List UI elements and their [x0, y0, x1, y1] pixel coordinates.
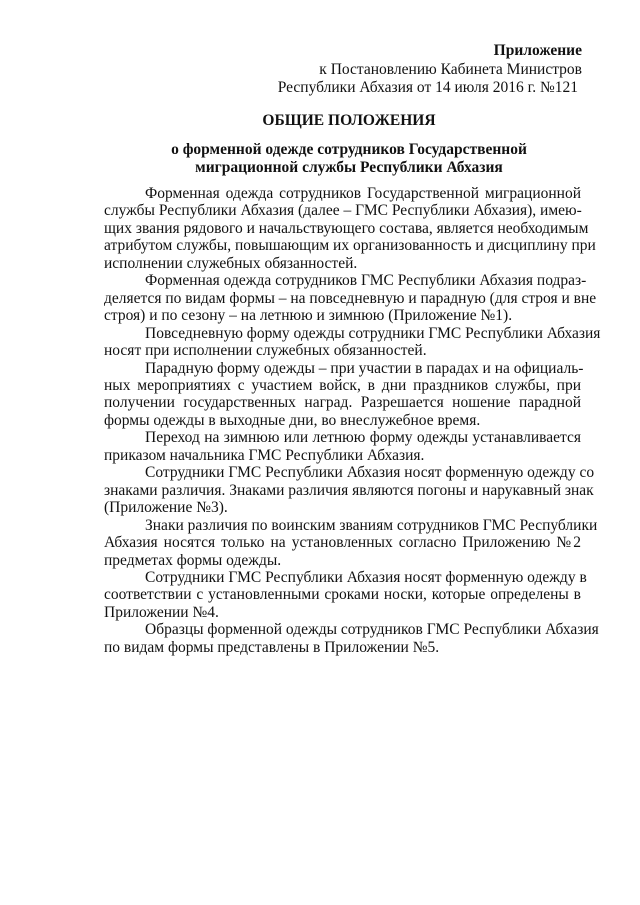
paragraph-line: Знаки различия по воинским званиям сотрудников ГМС Республики — [145, 516, 598, 534]
paragraph-line: (Приложение №3). — [104, 499, 228, 517]
paragraph-line: формы одежды в выходные дни, во внеслужебное время. — [104, 411, 481, 429]
paragraph-line: предметах формы одежды. — [104, 551, 282, 569]
paragraph-line: по видам формы представлены в Приложении №5. — [104, 638, 440, 656]
appendix-header — [278, 42, 582, 98]
paragraph-line: Образцы форменной одежды сотрудников ГМС Республики Абхазия — [145, 621, 599, 639]
paragraph-line: Сотрудники ГМС Республики Абхазия носят форменную одежду в — [145, 568, 587, 586]
paragraph — [104, 359, 584, 430]
paragraph-line: соответствии с установленными сроками носки, которые определены в — [104, 586, 581, 604]
appendix-reference: к Постановлению Кабинета Министров — [319, 60, 582, 78]
paragraph — [104, 516, 598, 569]
paragraph-line: знаками различия. Знаками различия являются погоны и нарукавный знак — [104, 481, 594, 499]
paragraph-line: Форменная одежда сотрудников ГМС Республики Абхазия подраз- — [145, 272, 587, 290]
paragraph — [104, 272, 597, 325]
paragraph-line: Форменная одежда сотрудников Государственной миграционной — [145, 185, 581, 202]
document-subtitle — [0, 141, 640, 177]
paragraph-line: службы Республики Абхазия (далее – ГМС Республики Абхазия), имею- — [104, 202, 582, 220]
paragraph — [104, 568, 587, 621]
paragraph-line: приказом начальника ГМС Республики Абхазия. — [104, 446, 425, 464]
paragraph-line: Повседневную форму одежды сотрудники ГМС Республики Абхазия — [145, 324, 601, 342]
paragraph-line: Переход на зимнюю или летнюю форму одежды устанавливается — [145, 429, 581, 447]
paragraph — [104, 621, 599, 656]
paragraph-line: щих звания рядового и начальствующего состава, является необходимым — [104, 219, 589, 237]
paragraph-line: носят при исполнении служебных обязанностей. — [104, 342, 427, 360]
appendix-date: Республики Абхазия от 14 июля 2016 г. №121 — [277, 79, 578, 96]
paragraph — [104, 324, 601, 360]
paragraph-line: ных мероприятиях с участием войск, в дни праздников службы, при — [104, 376, 581, 394]
paragraph-line: деляется по видам формы – на повседневную и парадную (для строя и вне — [104, 289, 597, 307]
subtitle-line: миграционной службы Республики Абхазия — [195, 159, 503, 176]
paragraph-line: атрибутом службы, повышающим их организованность и дисциплину при — [104, 237, 596, 255]
paragraph-line: получении государственных наград. Разрешается ношение парадной — [104, 394, 581, 412]
appendix-label: Приложение — [493, 42, 582, 59]
subtitle-line: о форменной одежде сотрудников Государственной — [171, 141, 527, 158]
paragraph-line: Парадную форму одежды – при участии в парадах и на официаль- — [145, 359, 584, 377]
paragraph-line: Абхазия носятся только на установленных согласно Приложению №2 — [104, 534, 581, 552]
paragraph-line: Сотрудники ГМС Республики Абхазия носят форменную одежду со — [145, 464, 595, 482]
document-body — [104, 185, 601, 656]
document-title: ОБЩИЕ ПОЛОЖЕНИЯ — [262, 112, 436, 129]
paragraph — [104, 429, 581, 464]
paragraph — [104, 464, 595, 517]
paragraph-line: исполнении служебных обязанностей. — [104, 254, 358, 272]
paragraph — [104, 185, 596, 272]
paragraph-line: Приложении №4. — [104, 603, 219, 621]
paragraph-line: строя) и по сезону – на летнюю и зимнюю (Приложение №1). — [104, 307, 513, 325]
